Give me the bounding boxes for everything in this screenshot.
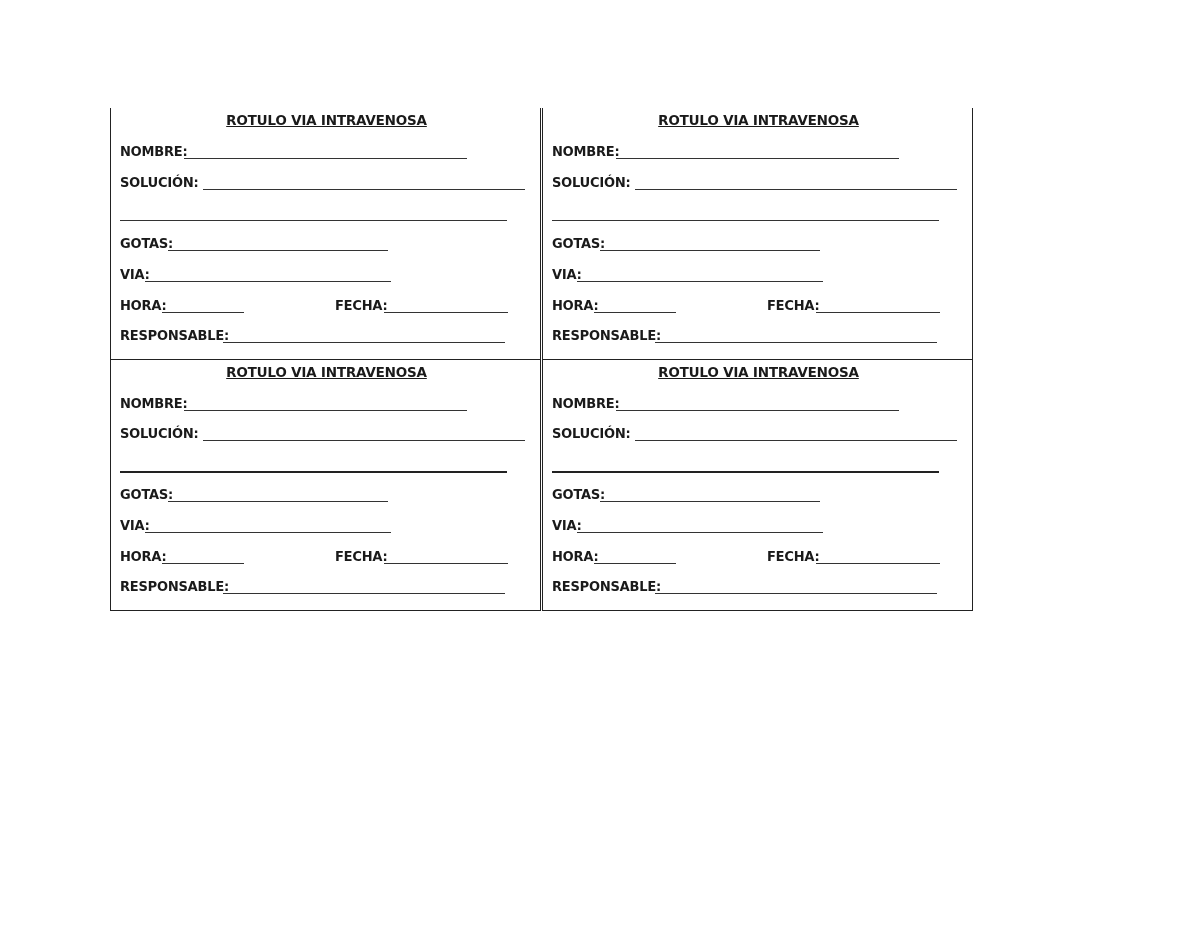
responsable-label: RESPONSABLE: xyxy=(552,329,662,344)
card-title: ROTULO VIA INTRAVENOSA xyxy=(226,113,427,129)
responsable-line[interactable] xyxy=(223,593,505,594)
hora-label: HORA: xyxy=(552,299,599,314)
gotas-line[interactable] xyxy=(600,501,820,502)
solucion-line[interactable] xyxy=(203,440,525,441)
gotas-line[interactable] xyxy=(168,501,388,502)
responsable-label: RESPONSABLE: xyxy=(120,580,230,595)
fecha-line[interactable] xyxy=(384,563,508,564)
fecha-label: FECHA: xyxy=(767,299,820,314)
nombre-label: NOMBRE: xyxy=(552,145,620,160)
nombre-line[interactable] xyxy=(616,410,899,411)
solucion-continuation-line[interactable] xyxy=(552,220,939,221)
solucion-label: SOLUCIÓN: xyxy=(552,427,631,442)
solucion-continuation-line[interactable] xyxy=(120,471,507,473)
responsable-line[interactable] xyxy=(223,342,505,343)
hora-label: HORA: xyxy=(552,550,599,565)
iv-label-card xyxy=(110,108,541,360)
iv-label-card xyxy=(542,359,973,611)
responsable-line[interactable] xyxy=(655,342,937,343)
nombre-label: NOMBRE: xyxy=(120,397,188,412)
nombre-label: NOMBRE: xyxy=(120,145,188,160)
via-line[interactable] xyxy=(145,532,391,533)
responsable-label: RESPONSABLE: xyxy=(552,580,662,595)
gotas-line[interactable] xyxy=(600,250,820,251)
solucion-line[interactable] xyxy=(203,189,525,190)
responsable-line[interactable] xyxy=(655,593,937,594)
hora-line[interactable] xyxy=(162,312,244,313)
via-label: VIA: xyxy=(552,268,582,283)
solucion-line[interactable] xyxy=(635,189,957,190)
solucion-label: SOLUCIÓN: xyxy=(120,427,199,442)
fecha-line[interactable] xyxy=(816,312,940,313)
label-sheet xyxy=(110,108,975,611)
via-label: VIA: xyxy=(120,519,150,534)
card-title: ROTULO VIA INTRAVENOSA xyxy=(658,365,859,381)
hora-line[interactable] xyxy=(594,563,676,564)
fecha-line[interactable] xyxy=(816,563,940,564)
iv-label-card xyxy=(110,359,541,611)
solucion-line[interactable] xyxy=(635,440,957,441)
via-label: VIA: xyxy=(552,519,582,534)
hora-line[interactable] xyxy=(162,563,244,564)
solucion-label: SOLUCIÓN: xyxy=(120,176,199,191)
fecha-label: FECHA: xyxy=(335,550,388,565)
via-label: VIA: xyxy=(120,268,150,283)
solucion-label: SOLUCIÓN: xyxy=(552,176,631,191)
nombre-line[interactable] xyxy=(616,158,899,159)
via-line[interactable] xyxy=(145,281,391,282)
responsable-label: RESPONSABLE: xyxy=(120,329,230,344)
nombre-line[interactable] xyxy=(184,158,467,159)
nombre-label: NOMBRE: xyxy=(552,397,620,412)
via-line[interactable] xyxy=(577,281,823,282)
solucion-continuation-line[interactable] xyxy=(552,471,939,473)
hora-line[interactable] xyxy=(594,312,676,313)
iv-label-card xyxy=(542,108,973,360)
gotas-label: GOTAS: xyxy=(552,237,606,252)
gotas-label: GOTAS: xyxy=(552,488,606,503)
fecha-label: FECHA: xyxy=(767,550,820,565)
hora-label: HORA: xyxy=(120,550,167,565)
fecha-line[interactable] xyxy=(384,312,508,313)
gotas-label: GOTAS: xyxy=(120,237,174,252)
solucion-continuation-line[interactable] xyxy=(120,220,507,221)
via-line[interactable] xyxy=(577,532,823,533)
card-title: ROTULO VIA INTRAVENOSA xyxy=(226,365,427,381)
gotas-line[interactable] xyxy=(168,250,388,251)
nombre-line[interactable] xyxy=(184,410,467,411)
gotas-label: GOTAS: xyxy=(120,488,174,503)
card-title: ROTULO VIA INTRAVENOSA xyxy=(658,113,859,129)
hora-label: HORA: xyxy=(120,299,167,314)
fecha-label: FECHA: xyxy=(335,299,388,314)
